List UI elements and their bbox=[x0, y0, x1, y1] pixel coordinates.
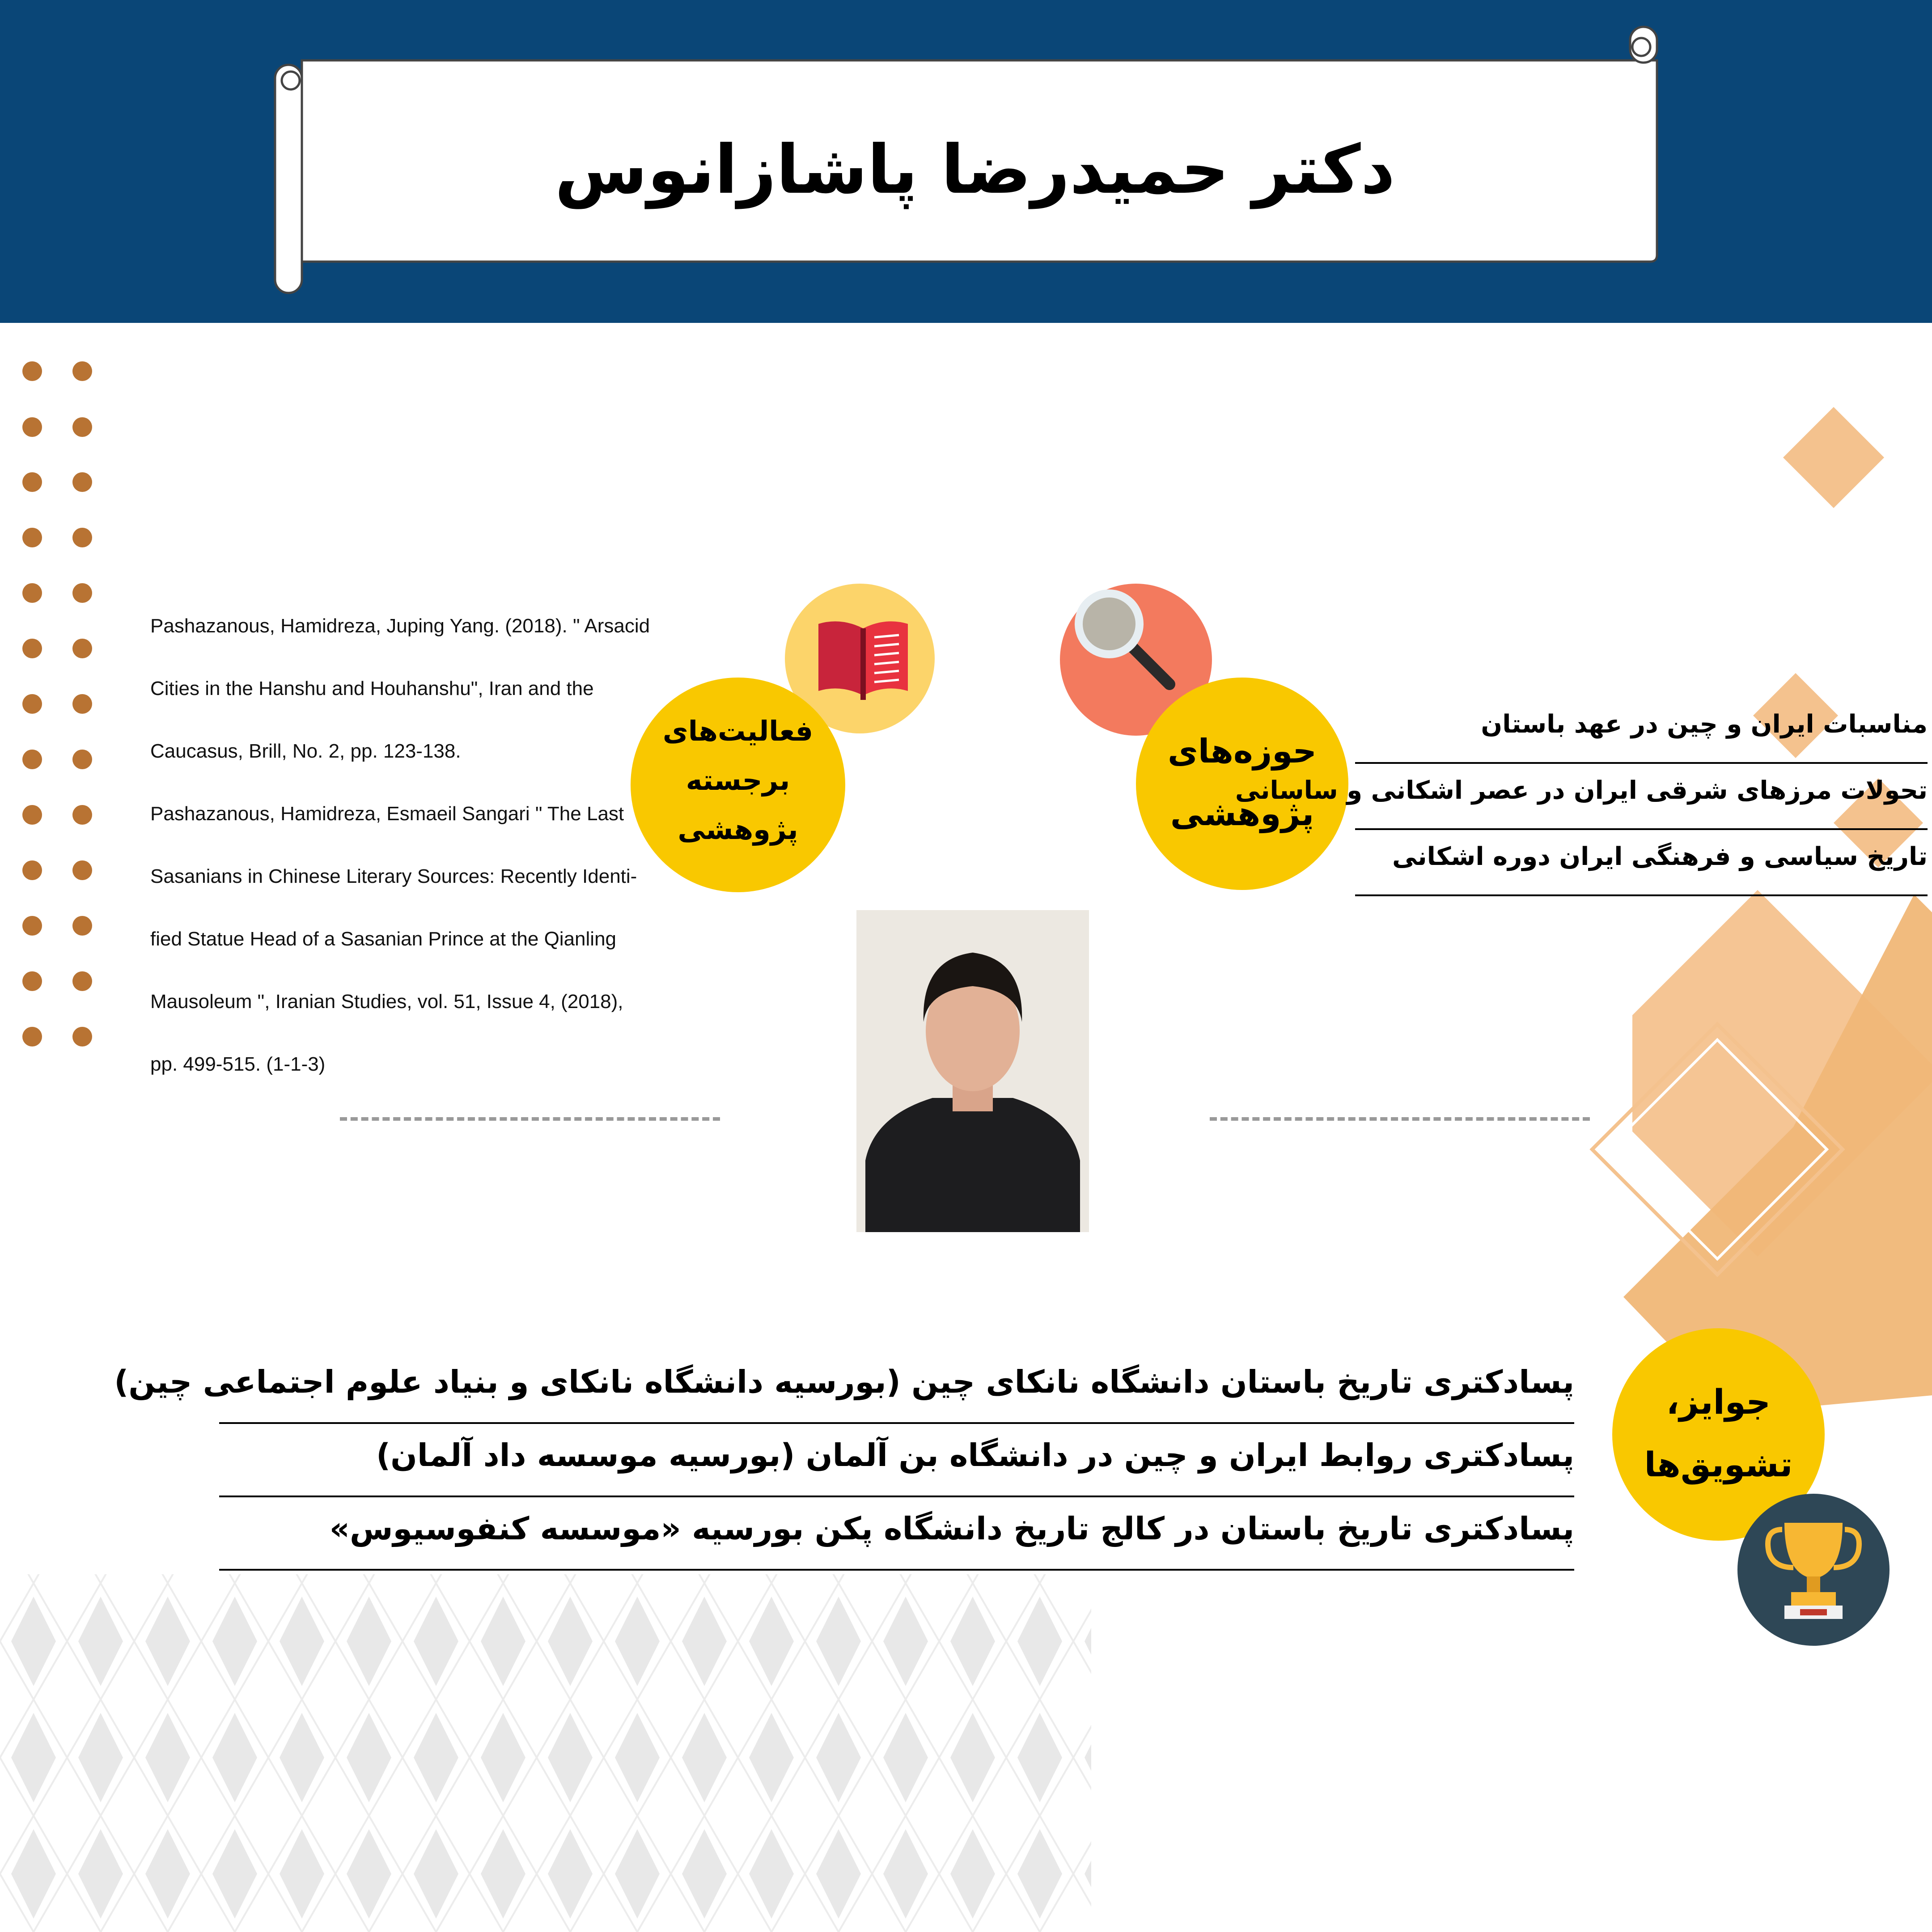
publication-line: Cities in the Hanshu and Houhanshu", Iran and the bbox=[150, 678, 594, 699]
trophy-icon bbox=[1764, 1516, 1863, 1623]
awards-title-line2: تشویق‌ها bbox=[1644, 1445, 1793, 1484]
publications-list bbox=[150, 595, 651, 1096]
award-item: پسادکتری تاریخ باستان در کالج تاریخ دانشگاه پکن بورسیه «موسسه کنفوسیوس» bbox=[219, 1497, 1574, 1571]
research-area-item: مناسبات ایران و چین در عهد باستان bbox=[1355, 698, 1928, 764]
activities-title-line3: پژوهشی bbox=[678, 813, 798, 846]
profile-photo bbox=[856, 910, 1089, 1237]
magnifier-icon bbox=[1073, 588, 1190, 704]
activities-title-line2: برجسته bbox=[686, 764, 790, 797]
awards-title bbox=[1612, 1371, 1825, 1496]
publication-line: Sasanians in Chinese Literary Sources: Recently Identi- bbox=[150, 865, 637, 887]
publication-line: fied Statue Head of a Sasanian Prince at the Qianling bbox=[150, 928, 617, 950]
publication-line: Mausoleum ", Iranian Studies, vol. 51, Issue 4, (2018), bbox=[150, 991, 623, 1013]
separator-left bbox=[340, 1117, 720, 1121]
awards-list bbox=[114, 1351, 1574, 1571]
publication-line: Pashazanous, Hamidreza, Juping Yang. (2018). " Arsacid bbox=[150, 615, 650, 637]
award-item: پسادکتری روابط ایران و چین در دانشگاه بن آلمان (بورسیه موسسه داد آلمان) bbox=[219, 1424, 1574, 1497]
background-diamond-pattern bbox=[0, 1574, 1091, 1932]
page-title: دکتر حمیدرضا پاشازانوس bbox=[555, 131, 1395, 209]
research-title-line2: پژوهشی bbox=[1170, 795, 1314, 833]
person-silhouette bbox=[856, 910, 1089, 1237]
research-area-item: تحولات مرزهای شرقی ایران در عصر اشکانی و ساسانی bbox=[1355, 764, 1928, 830]
publication-line: pp. 499-515. (1-1-3) bbox=[150, 1053, 326, 1075]
book-icon bbox=[814, 619, 912, 700]
research-title-line1: حوزه‌های bbox=[1168, 732, 1317, 771]
activities-title bbox=[631, 707, 845, 854]
awards-title-line1: جوایز، bbox=[1666, 1382, 1771, 1422]
activities-title-line1: فعالیت‌های bbox=[662, 715, 813, 747]
publication-line: Pashazanous, Hamidreza, Esmaeil Sangari " The Last bbox=[150, 803, 624, 825]
award-item: پسادکتری تاریخ باستان دانشگاه نانکای چین (بورسیه دانشگاه نانکای و بنیاد علوم اجتماعی چین) bbox=[219, 1351, 1574, 1424]
separator-right bbox=[1210, 1117, 1590, 1121]
publication-line: Caucasus, Brill, No. 2, pp. 123-138. bbox=[150, 740, 461, 762]
research-area-item: تاریخ سیاسی و فرهنگی ایران دوره اشکانی bbox=[1355, 830, 1928, 896]
